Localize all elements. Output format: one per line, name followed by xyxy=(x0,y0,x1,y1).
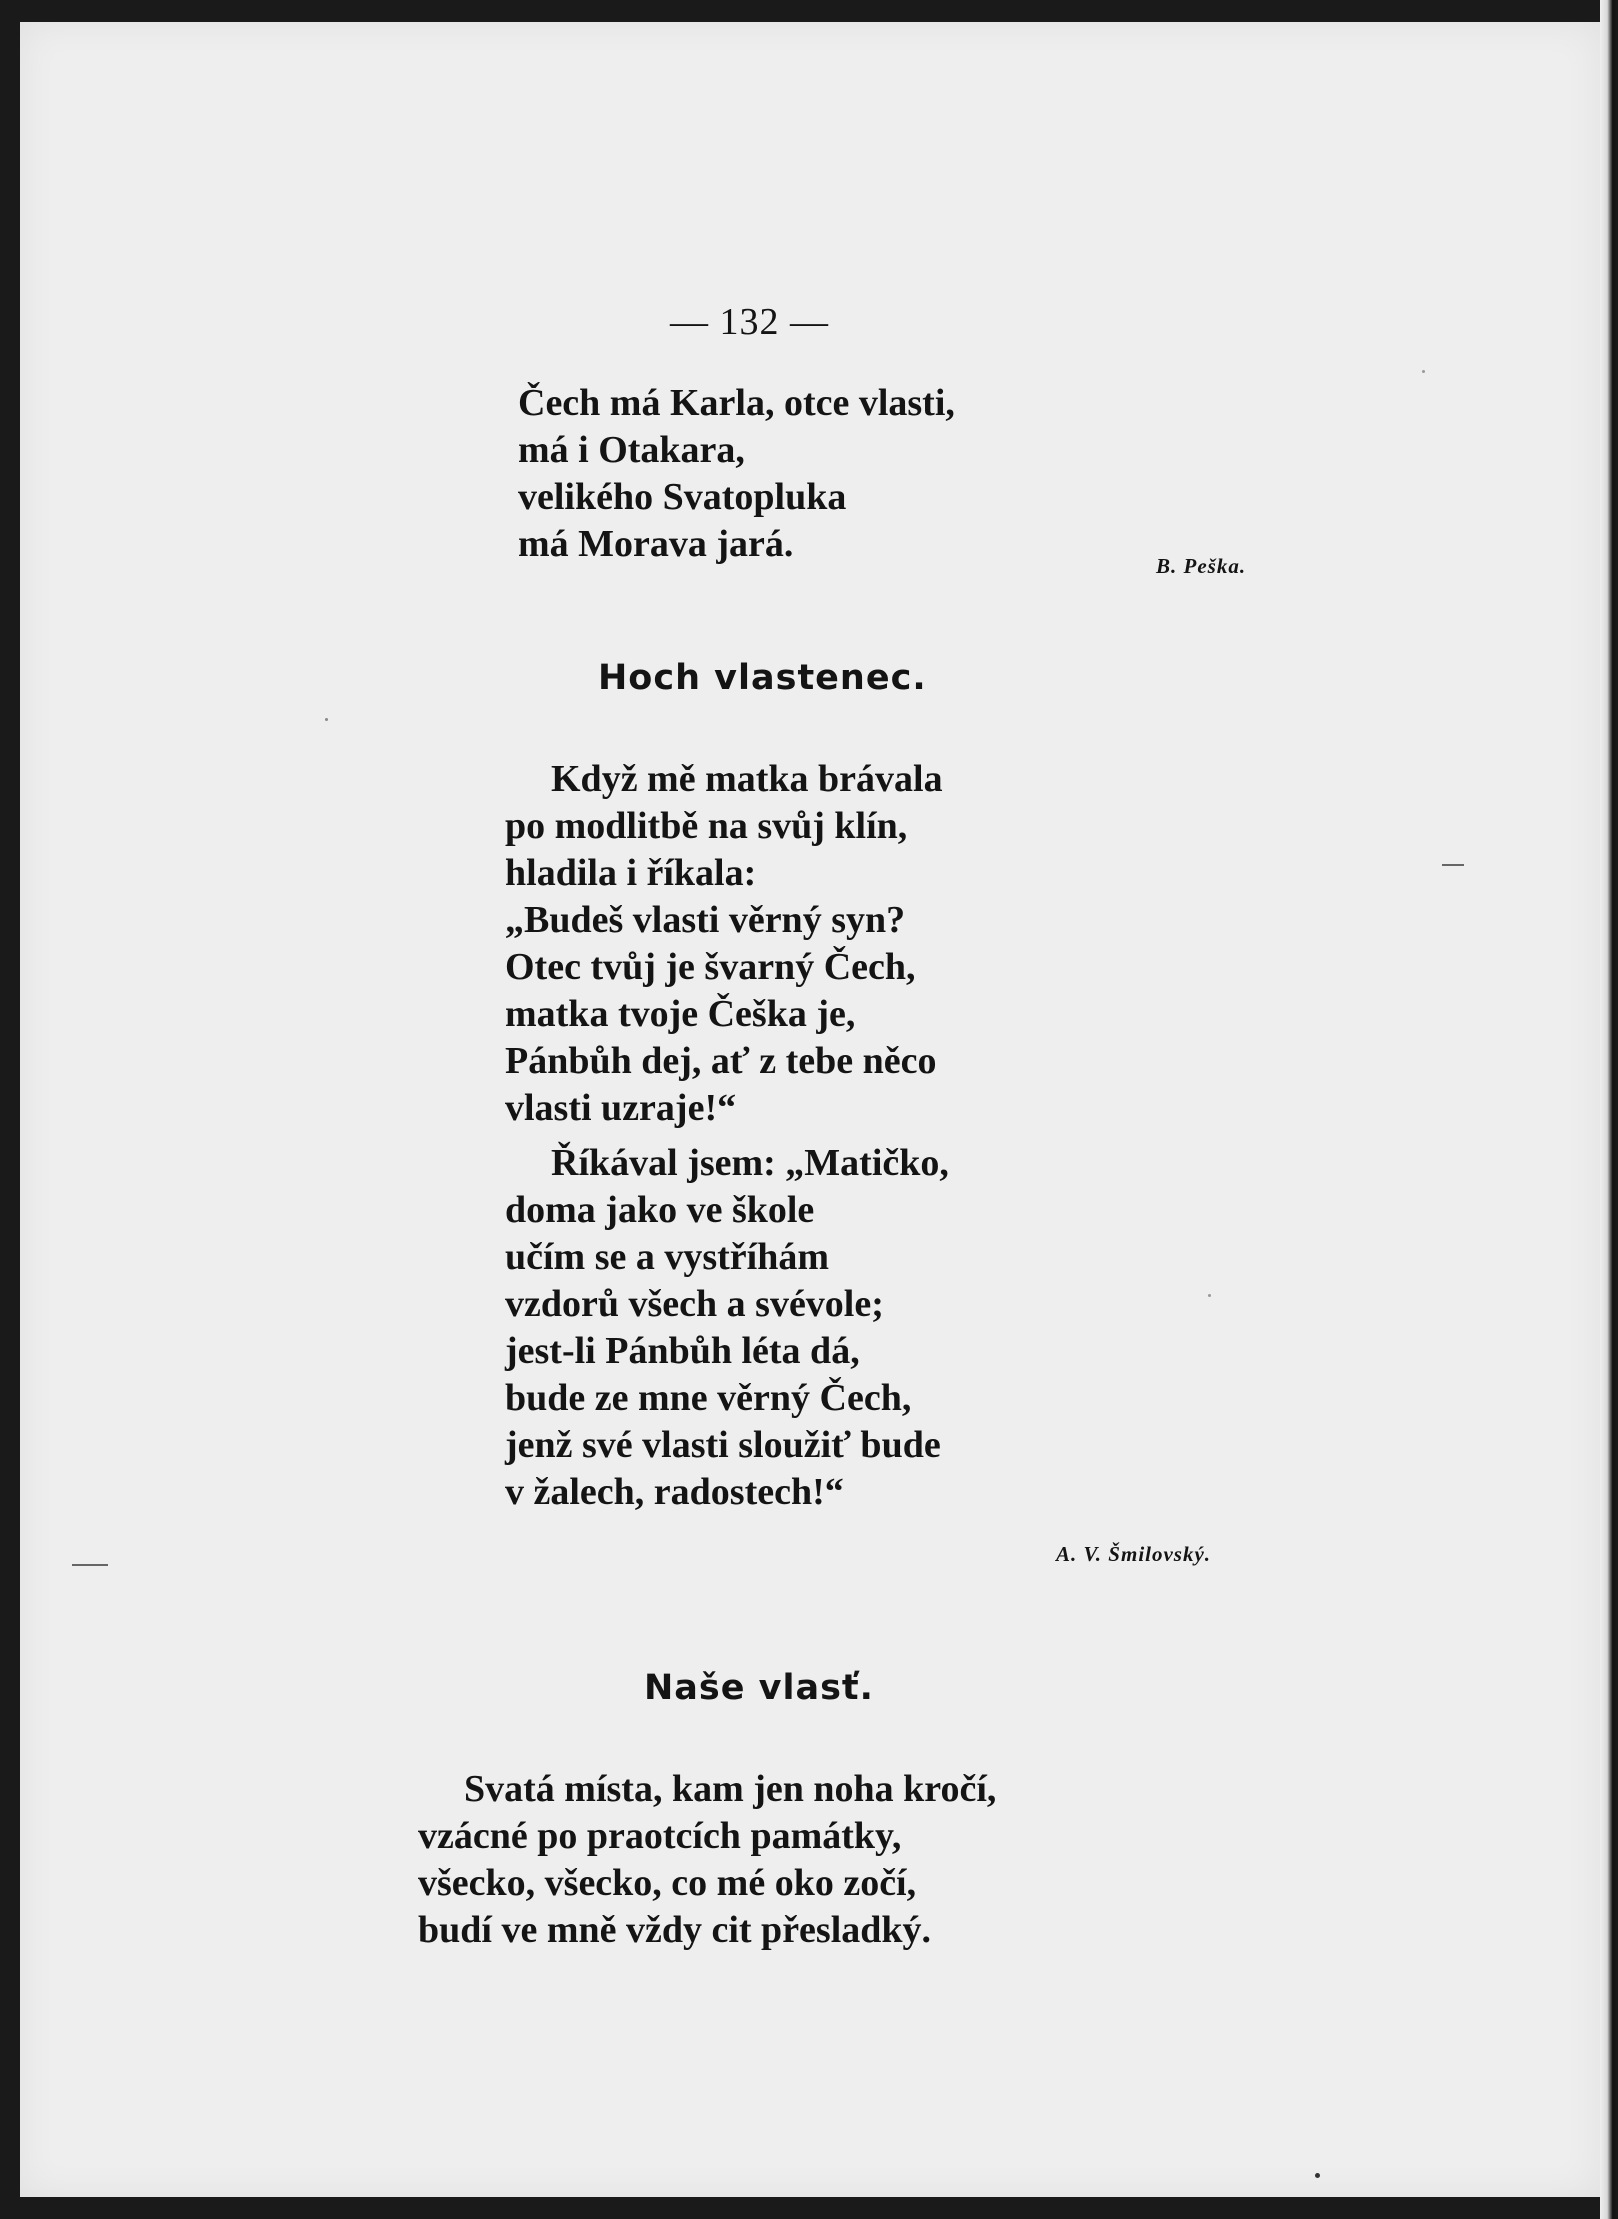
poem-2-line: „Budeš vlasti věrný syn? xyxy=(505,899,906,941)
stanza-1-line: má i Otakara, xyxy=(518,429,745,471)
poem-3-stanza xyxy=(418,1766,996,1954)
poem-2-line: matka tvoje Češka je, xyxy=(505,993,856,1035)
poem-3-line: vzácné po praotcích památky, xyxy=(418,1815,902,1857)
author-credit-1: B. Peška. xyxy=(1156,554,1247,578)
poem-2-line: Říkával jsem: „Matičko, xyxy=(551,1142,949,1184)
scan-speck xyxy=(1422,370,1425,373)
poem-2-line: hladila i říkala: xyxy=(505,852,757,894)
scan-speck xyxy=(325,718,328,721)
stanza-1-line: velikého Svatopluka xyxy=(518,476,847,518)
poem-2-stanza-b xyxy=(505,1140,949,1516)
scan-mark xyxy=(1442,864,1464,866)
stanza-1-line: má Morava jará. xyxy=(518,523,794,565)
poem-2-stanza-a xyxy=(505,756,943,1132)
poem-2-title: Hoch vlastenec. xyxy=(598,658,927,698)
author-credit-2: A. V. Šmilovský. xyxy=(1056,1542,1212,1566)
poem-2-line: Když mě matka brávala xyxy=(551,758,943,800)
poem-2-line: učím se a vystříhám xyxy=(505,1236,830,1278)
poem-2-line: jest-li Pánbůh léta dá, xyxy=(505,1330,860,1372)
poem-2-line: vlasti uzraje!“ xyxy=(505,1087,737,1129)
scan-speck xyxy=(1315,2173,1320,2178)
poem-2-line: jenž své vlasti sloužiť bude xyxy=(505,1424,941,1466)
scan-speck xyxy=(1208,1294,1211,1297)
poem-3-line: všecko, všecko, co mé oko zočí, xyxy=(418,1862,917,1904)
poem-2-line: Otec tvůj je švarný Čech, xyxy=(505,946,916,988)
poem-2-line: doma jako ve škole xyxy=(505,1189,815,1231)
poem-2-line: vzdorů všech a svévole; xyxy=(505,1283,884,1325)
scan-mark xyxy=(72,1564,108,1566)
page-number: — 132 — xyxy=(670,301,829,343)
poem-2-line: bude ze mne věrný Čech, xyxy=(505,1377,912,1419)
poem-2-line: Pánbůh dej, ať z tebe něco xyxy=(505,1040,937,1082)
page-edge-shadow xyxy=(1600,0,1618,2219)
poem-3-line: budí ve mně vždy cit přesladký. xyxy=(418,1909,932,1951)
stanza-1-line: Čech má Karla, otce vlasti, xyxy=(518,382,955,424)
poem-2-line: po modlitbě na svůj klín, xyxy=(505,805,908,847)
poem-3-line: Svatá místa, kam jen noha kročí, xyxy=(464,1768,997,1810)
poem-2-line: v žalech, radostech!“ xyxy=(505,1471,844,1513)
stanza-1 xyxy=(518,380,955,568)
poem-3-title: Naše vlasť. xyxy=(644,1668,874,1708)
book-page xyxy=(20,22,1600,2197)
